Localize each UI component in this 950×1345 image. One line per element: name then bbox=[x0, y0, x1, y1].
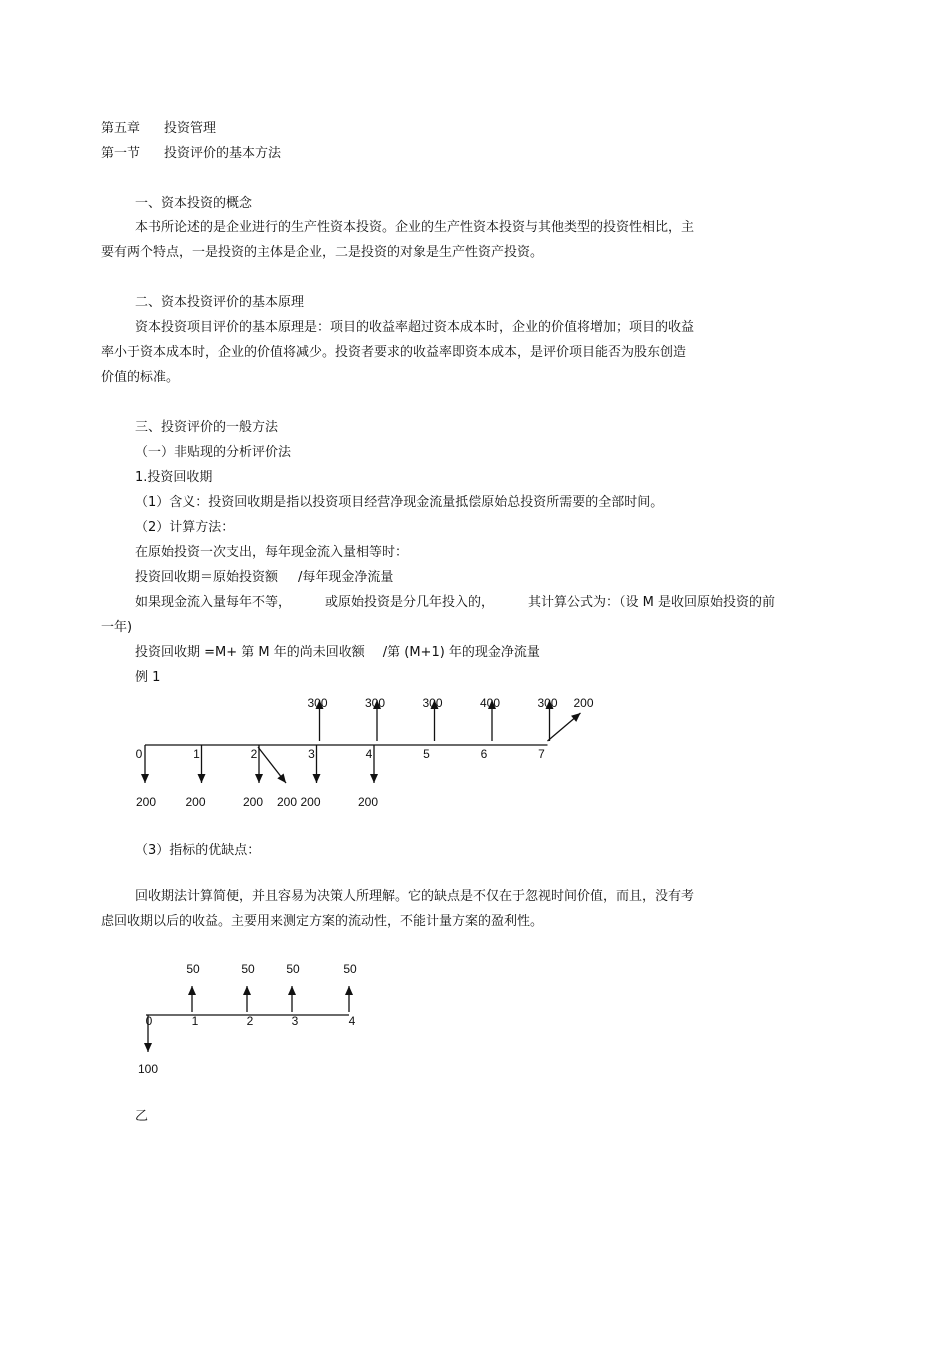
s1-paragraph-line: 要有两个特点，一是投资的主体是企业，二是投资的对象是生产性资产投资。 bbox=[101, 245, 544, 260]
example-label: 例 1 bbox=[135, 670, 161, 685]
case2-part: 如果现金流入量每年不等， bbox=[135, 595, 292, 610]
period-label: 2 bbox=[250, 747, 258, 761]
section-label: 第一节 bbox=[101, 146, 141, 161]
formula2-part: 投资回收期 =M+ 第 M 年的尚未回收额 bbox=[135, 645, 365, 660]
formula1-part: 投资回收期＝原始投资额 bbox=[135, 570, 279, 585]
inflow-value: 300 bbox=[537, 696, 558, 710]
s2-heading: 二、资本投资评价的基本原理 bbox=[135, 295, 305, 310]
outflow-arrow-head bbox=[144, 1043, 152, 1052]
case2-continuation: 一年) bbox=[101, 620, 133, 635]
s3-subheading: （一）非贴现的分析评价法 bbox=[135, 445, 292, 460]
period-label: 2 bbox=[246, 1014, 254, 1028]
inflow-value: 400 bbox=[479, 696, 501, 710]
inflow-arrow-head bbox=[345, 986, 353, 995]
inflow-value: 50 bbox=[186, 962, 200, 976]
chapter-title: 投资管理 bbox=[164, 121, 217, 136]
inflow-value: 50 bbox=[241, 962, 255, 976]
period-label: 1 bbox=[191, 1014, 199, 1028]
outflow-value: 100 bbox=[137, 1062, 159, 1076]
outflow-value: 200 bbox=[300, 795, 321, 809]
period-label: 0 bbox=[135, 747, 143, 761]
inflow-arrow-head bbox=[288, 986, 296, 995]
outflow-value: 200 bbox=[135, 795, 157, 809]
period-label: 3 bbox=[308, 747, 315, 761]
s3-item-heading: 1.投资回收期 bbox=[135, 470, 213, 485]
outflow-value: 200 bbox=[357, 795, 379, 809]
case1-line: 在原始投资一次支出，每年现金流入量相等时： bbox=[135, 545, 409, 560]
definition-line: （1）含义：投资回收期是指以投资项目经营净现金流量抵偿原始总投资所需要的全部时间。 bbox=[135, 495, 664, 510]
period-label: 6 bbox=[480, 747, 488, 761]
pros-heading: （3）指标的优缺点： bbox=[135, 843, 261, 858]
period-label: 0 bbox=[145, 1014, 153, 1028]
s3-heading: 三、投资评价的一般方法 bbox=[135, 420, 279, 435]
period-label: 1 bbox=[193, 747, 200, 761]
chapter-label: 第五章 bbox=[101, 121, 141, 136]
formula1-part: /每年现金净流量 bbox=[298, 570, 394, 585]
pros-paragraph-line: 回收期法计算简便，并且容易为决策人所理解。它的缺点是不仅在于忽视时间价值，而且，没有考 bbox=[135, 889, 695, 904]
inflow-value: 300 bbox=[364, 696, 386, 710]
calc-method-heading: （2）计算方法： bbox=[135, 520, 235, 535]
s2-paragraph-line: 资本投资项目评价的基本原理是：项目的收益率超过资本成本时，企业的价值将增加；项目的收益 bbox=[135, 320, 695, 335]
s1-heading: 一、资本投资的概念 bbox=[135, 196, 253, 211]
pros-paragraph-line: 虑回收期以后的收益。主要用来测定方案的流动性，不能计量方案的盈利性。 bbox=[101, 914, 544, 929]
case2-part: 或原始投资是分几年投入的， bbox=[325, 595, 495, 610]
outflow-value: 200 bbox=[185, 795, 206, 809]
inflow-value: 300 bbox=[307, 696, 328, 710]
inflow-value: 200 bbox=[573, 696, 594, 710]
s2-paragraph-line: 率小于资本成本时，企业的价值将减少。投资者要求的收益率即资本成本，是评价项目能否为股东创造 bbox=[101, 345, 687, 360]
s2-paragraph-line: 价值的标准。 bbox=[101, 370, 180, 385]
outflow-value: 200 bbox=[242, 795, 264, 809]
period-label: 3 bbox=[291, 1014, 299, 1028]
inflow-value: 50 bbox=[286, 962, 300, 976]
period-label: 7 bbox=[538, 747, 545, 761]
label-yi: 乙 bbox=[135, 1109, 149, 1124]
formula2-part: /第 (M+1) 年的现金净流量 bbox=[382, 645, 540, 660]
inflow-arrow-head bbox=[243, 986, 251, 995]
s1-paragraph-line: 本书所论述的是企业进行的生产性资本投资。企业的生产性资本投资与其他类型的投资性相比，主 bbox=[135, 220, 695, 235]
period-label: 5 bbox=[423, 747, 430, 761]
inflow-value: 300 bbox=[422, 696, 443, 710]
period-label: 4 bbox=[348, 1014, 356, 1028]
case2-part: 其计算公式为：（设 M 是收回原始投资的前 bbox=[528, 595, 776, 610]
inflow-value: 50 bbox=[343, 962, 357, 976]
section-title: 投资评价的基本方法 bbox=[164, 146, 282, 161]
inflow-arrow-head bbox=[188, 986, 196, 995]
outflow-value: 200 bbox=[276, 795, 298, 809]
period-label: 4 bbox=[365, 747, 373, 761]
